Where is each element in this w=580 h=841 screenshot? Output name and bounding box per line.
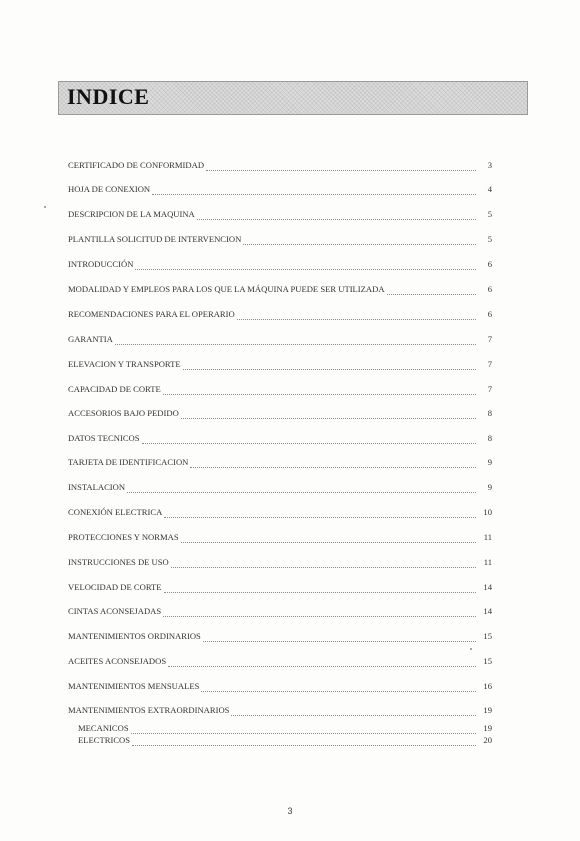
- toc-entry-label: ELEVACION Y TRANSPORTE: [68, 359, 181, 369]
- toc-entry-label: TARJETA DE IDENTIFICACION: [68, 457, 189, 467]
- toc-entry-page: 19: [483, 723, 492, 733]
- toc-entry: [68, 507, 492, 521]
- toc-entry-page: 8: [487, 433, 492, 443]
- toc-entry-page: 9: [487, 457, 492, 467]
- toc-entry-label: MANTENIMIENTOS EXTRAORDINARIOS: [68, 705, 230, 715]
- toc-entry-page: 11: [483, 532, 492, 542]
- toc-entry: [68, 482, 492, 496]
- toc-dot-leader: [168, 666, 476, 667]
- toc-dot-leader: [181, 418, 476, 419]
- toc-entry-page: 4: [487, 184, 492, 194]
- toc-dot-leader: [142, 443, 476, 444]
- toc-entry: [68, 606, 492, 620]
- toc-entry-label: VELOCIDAD DE CORTE: [68, 582, 162, 592]
- toc-entry-label: PLANTILLA SOLICITUD DE INTERVENCION: [68, 234, 242, 244]
- toc-dot-leader: [164, 592, 476, 593]
- scan-speck: [44, 206, 46, 208]
- toc-entry-page: 16: [483, 681, 492, 691]
- toc-entry: [68, 681, 492, 695]
- toc-entry: [68, 408, 492, 422]
- toc-entry-label: CERTIFICADO DE CONFORMIDAD: [68, 160, 205, 170]
- toc-entry-page: 7: [487, 384, 492, 394]
- toc-entry-page: 19: [483, 705, 492, 715]
- toc-dot-leader: [237, 319, 476, 320]
- toc-entry: [68, 234, 492, 248]
- toc-entry-label: MANTENIMIENTOS MENSUALES: [68, 681, 200, 691]
- toc-entry-page: 14: [483, 582, 492, 592]
- toc-entry-label: GARANTIA: [68, 334, 113, 344]
- toc-entry-label: ACEITES ACONSEJADOS: [68, 656, 167, 666]
- toc-dot-leader: [387, 294, 476, 295]
- toc-entry-label: PROTECCIONES Y NORMAS: [68, 532, 179, 542]
- toc-entry-label: INSTALACION: [68, 482, 126, 492]
- toc-entry: [68, 160, 492, 174]
- toc-entry-label: MANTENIMIENTOS ORDINARIOS: [68, 631, 201, 641]
- toc-entry: [78, 735, 492, 749]
- toc-entry-page: 15: [483, 656, 492, 666]
- toc-entry-page: 9: [487, 482, 492, 492]
- toc-entry: [68, 284, 492, 298]
- toc-entry-label: INSTRUCCIONES DE USO: [68, 557, 169, 567]
- toc-entry: [68, 309, 492, 323]
- toc-entry-page: 15: [483, 631, 492, 641]
- toc-entry: [68, 705, 492, 719]
- toc-entry: [68, 209, 492, 223]
- toc-entry-page: 7: [487, 334, 492, 344]
- toc-entry-label: ELECTRICOS: [78, 735, 131, 745]
- toc-entry-label: CONEXIÓN ELECTRICA: [68, 507, 163, 517]
- page-title: INDICE: [67, 84, 150, 109]
- index-title-bar: [58, 81, 528, 115]
- toc-entry-label: ACCESORIOS BAJO PEDIDO: [68, 408, 179, 418]
- scan-speck: [470, 648, 472, 650]
- toc-entry: [68, 532, 492, 546]
- toc-entry: [68, 656, 492, 670]
- toc-entry-page: 8: [487, 408, 492, 418]
- page-number: 3: [287, 806, 293, 816]
- toc-dot-leader: [127, 492, 476, 493]
- toc-dot-leader: [197, 219, 476, 220]
- toc-dot-leader: [203, 641, 476, 642]
- toc-dot-leader: [181, 542, 476, 543]
- toc-dot-leader: [131, 733, 476, 734]
- toc-dot-leader: [243, 244, 476, 245]
- toc-dot-leader: [201, 691, 476, 692]
- toc-entry: [68, 582, 492, 596]
- toc-entry-label: DESCRIPCION DE LA MAQUINA: [68, 209, 195, 219]
- toc-entry: [68, 631, 492, 645]
- toc-entry-label: DATOS TECNICOS: [68, 433, 140, 443]
- toc-entry-page: 14: [483, 606, 492, 616]
- toc-entry-page: 6: [487, 259, 492, 269]
- toc-entry: [68, 359, 492, 373]
- toc-dot-leader: [164, 517, 476, 518]
- toc-entry-label: CAPACIDAD DE CORTE: [68, 384, 161, 394]
- toc-entry: [68, 259, 492, 273]
- toc-dot-leader: [183, 369, 476, 370]
- toc-dot-leader: [171, 567, 476, 568]
- toc-entry: [68, 334, 492, 348]
- toc-entry: [68, 184, 492, 198]
- toc-entry-page: 5: [487, 234, 492, 244]
- toc-entry-label: HOJA DE CONEXION: [68, 184, 151, 194]
- toc-entry-page: 6: [487, 309, 492, 319]
- toc-dot-leader: [231, 715, 476, 716]
- toc-entry-label: INTRODUCCIÓN: [68, 259, 134, 269]
- toc-entry: [68, 384, 492, 398]
- toc-dot-leader: [135, 269, 476, 270]
- toc-entry-label: MODALIDAD Y EMPLEOS PARA LOS QUE LA MÁQUINA PUEDE SER UTILIZADA: [68, 284, 385, 294]
- toc-dot-leader: [132, 745, 476, 746]
- toc-entry: [68, 433, 492, 447]
- toc-dot-leader: [115, 344, 476, 345]
- toc-entry: [68, 457, 492, 471]
- toc-entry-page: 7: [487, 359, 492, 369]
- toc-dot-leader: [163, 394, 476, 395]
- toc-dot-leader: [190, 467, 476, 468]
- toc-entry-label: CINTAS ACONSEJADAS: [68, 606, 162, 616]
- toc-dot-leader: [163, 616, 476, 617]
- toc-entry: [68, 557, 492, 571]
- toc-entry-label: MECANICOS: [78, 723, 129, 733]
- toc-entry-page: 5: [487, 209, 492, 219]
- toc-entry-label: RECOMENDACIONES PARA EL OPERARIO: [68, 309, 235, 319]
- toc-entry-page: 3: [487, 160, 492, 170]
- toc-entry-page: 10: [483, 507, 492, 517]
- toc-entry-page: 11: [483, 557, 492, 567]
- toc-dot-leader: [206, 170, 476, 171]
- toc-dot-leader: [152, 194, 476, 195]
- toc-entry-page: 6: [487, 284, 492, 294]
- toc-entry-page: 20: [483, 735, 492, 745]
